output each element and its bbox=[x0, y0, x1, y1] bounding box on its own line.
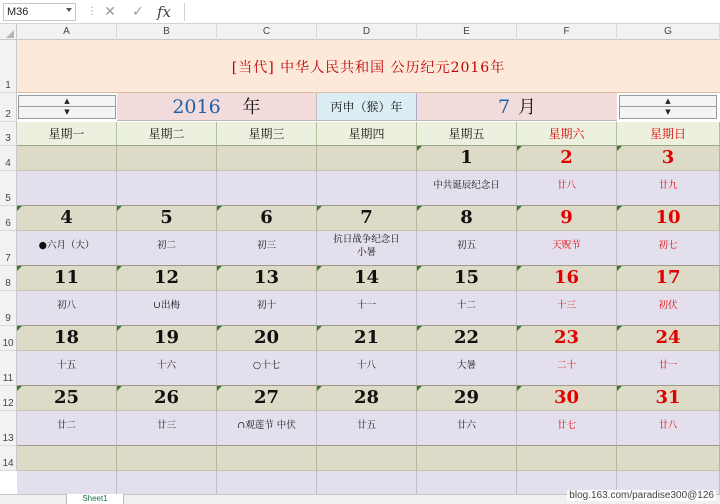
comment-indicator-icon bbox=[517, 326, 522, 331]
date-cell[interactable] bbox=[117, 266, 217, 291]
weekday-header-wednesday: 星期三 bbox=[217, 122, 317, 146]
column-header-b[interactable]: B bbox=[117, 24, 217, 40]
lunar-cell[interactable] bbox=[617, 411, 720, 446]
lunar-cell[interactable] bbox=[317, 351, 417, 386]
date-number: 14 bbox=[353, 267, 380, 288]
date-cell[interactable] bbox=[617, 326, 720, 351]
weekday-header-saturday: 星期六 bbox=[517, 122, 617, 146]
date-cell[interactable] bbox=[417, 446, 517, 471]
row-header-8[interactable] bbox=[0, 266, 17, 291]
lunar-label: 十一 bbox=[356, 300, 376, 311]
row-header-4[interactable] bbox=[0, 146, 17, 171]
comment-indicator-icon bbox=[617, 386, 622, 391]
lunar-cell[interactable] bbox=[517, 291, 617, 326]
comment-indicator-icon bbox=[617, 146, 622, 151]
lunar-label: 廿八 bbox=[658, 420, 678, 431]
row-number: 2 bbox=[5, 109, 11, 120]
lunar-label bbox=[17, 471, 116, 479]
date-cell[interactable] bbox=[517, 386, 617, 411]
comment-indicator-icon bbox=[217, 206, 222, 211]
year-cell[interactable] bbox=[117, 93, 317, 121]
comment-indicator-icon bbox=[617, 266, 622, 271]
date-cell[interactable] bbox=[417, 146, 517, 171]
row-header-11[interactable] bbox=[0, 351, 17, 386]
lunar-cell[interactable] bbox=[517, 411, 617, 446]
row-header-9[interactable] bbox=[0, 291, 17, 326]
row-number: 6 bbox=[5, 218, 11, 229]
lunar-cell[interactable] bbox=[417, 411, 517, 446]
comment-indicator-icon bbox=[517, 386, 522, 391]
date-cell[interactable] bbox=[417, 386, 517, 411]
lunar-label: 十二 bbox=[456, 300, 476, 311]
lunar-cell[interactable] bbox=[17, 171, 117, 206]
date-cell[interactable] bbox=[617, 206, 720, 231]
weekday-header-thursday: 星期四 bbox=[317, 122, 417, 146]
lunar-cell[interactable] bbox=[617, 351, 720, 386]
lunar-cell[interactable] bbox=[417, 231, 517, 266]
row-header-14[interactable] bbox=[0, 446, 17, 471]
row-number: 11 bbox=[2, 373, 14, 384]
date-cell[interactable] bbox=[217, 326, 317, 351]
lunar-label: 廿二 bbox=[56, 420, 76, 431]
comment-indicator-icon bbox=[417, 266, 422, 271]
comment-indicator-icon bbox=[317, 326, 322, 331]
lunar-cell[interactable] bbox=[517, 171, 617, 206]
lunar-label bbox=[117, 171, 216, 179]
comment-indicator-icon bbox=[417, 146, 422, 151]
date-number: 26 bbox=[153, 387, 180, 408]
lunar-label: 天贶节 bbox=[552, 240, 581, 251]
lunar-cell[interactable] bbox=[317, 411, 417, 446]
date-cell[interactable] bbox=[317, 146, 417, 171]
lunar-label: 初七 bbox=[658, 240, 678, 251]
comment-indicator-icon bbox=[517, 266, 522, 271]
comment-indicator-icon bbox=[517, 146, 522, 151]
date-cell[interactable] bbox=[117, 446, 217, 471]
lunar-label: 十八 bbox=[356, 360, 376, 371]
check-icon[interactable]: ✓ bbox=[132, 4, 144, 20]
lunar-label bbox=[117, 471, 216, 479]
month-spinner[interactable] bbox=[619, 95, 717, 119]
date-number: 18 bbox=[53, 327, 80, 348]
date-cell[interactable] bbox=[17, 146, 117, 171]
drag-handle-icon[interactable]: ⋮ bbox=[87, 6, 97, 17]
spin-down-icon[interactable]: ▼ bbox=[64, 108, 70, 116]
date-number: 23 bbox=[553, 327, 580, 348]
date-cell[interactable] bbox=[117, 326, 217, 351]
chevron-down-icon[interactable] bbox=[66, 8, 72, 12]
date-cell[interactable] bbox=[117, 386, 217, 411]
calendar-title: [当代] 中华人民共和国 公历纪元2016年 bbox=[231, 60, 506, 76]
month-cell[interactable] bbox=[417, 93, 617, 121]
comment-indicator-icon bbox=[417, 206, 422, 211]
lunar-cell[interactable] bbox=[617, 171, 720, 206]
comment-indicator-icon bbox=[117, 266, 122, 271]
lunar-cell[interactable] bbox=[217, 351, 317, 386]
date-number: 10 bbox=[655, 207, 681, 228]
lunar-label: 廿三 bbox=[156, 420, 176, 431]
row-header-2[interactable] bbox=[0, 93, 17, 122]
column-header-e[interactable]: E bbox=[417, 24, 517, 40]
comment-indicator-icon bbox=[17, 326, 22, 331]
lunar-cell[interactable] bbox=[517, 231, 617, 266]
comment-indicator-icon bbox=[17, 206, 22, 211]
date-number: 1 bbox=[460, 147, 473, 168]
date-number: 21 bbox=[353, 327, 380, 348]
name-box[interactable] bbox=[3, 3, 76, 21]
lunar-label bbox=[317, 171, 416, 179]
lunar-label: ○十七 bbox=[252, 360, 281, 371]
lunar-label: 初十 bbox=[256, 300, 276, 311]
date-number: 27 bbox=[253, 387, 280, 408]
year-value: 2016 bbox=[172, 96, 221, 118]
row-header-12[interactable] bbox=[0, 386, 17, 411]
date-cell[interactable] bbox=[317, 386, 417, 411]
calendar-sheet bbox=[17, 40, 720, 504]
row-number: 8 bbox=[5, 278, 11, 289]
date-cell[interactable] bbox=[617, 446, 720, 471]
select-all-icon bbox=[6, 30, 14, 38]
date-cell[interactable] bbox=[417, 266, 517, 291]
year-unit: 年 bbox=[242, 97, 261, 118]
lunar-cell[interactable] bbox=[417, 351, 517, 386]
weekday-header-friday: 星期五 bbox=[417, 122, 517, 146]
comment-indicator-icon bbox=[417, 326, 422, 331]
date-cell[interactable] bbox=[417, 206, 517, 231]
lunar-label: 廿一 bbox=[658, 360, 678, 371]
lunar-label: 初八 bbox=[56, 300, 76, 311]
lunar-label bbox=[417, 471, 516, 479]
date-number: 19 bbox=[153, 327, 180, 348]
date-number: 9 bbox=[560, 207, 573, 228]
date-number: 13 bbox=[253, 267, 280, 288]
lunar-label: ●六月（大） bbox=[38, 240, 95, 251]
weekday-header-sunday: 星期日 bbox=[617, 122, 720, 146]
date-cell[interactable] bbox=[217, 206, 317, 231]
column-header-c[interactable]: C bbox=[217, 24, 317, 40]
date-number: 29 bbox=[453, 387, 480, 408]
comment-indicator-icon bbox=[17, 386, 22, 391]
lunar-label bbox=[317, 471, 416, 479]
date-cell[interactable] bbox=[517, 326, 617, 351]
year-spinner[interactable] bbox=[18, 95, 116, 119]
lunar-label bbox=[517, 471, 616, 479]
date-cell[interactable] bbox=[517, 446, 617, 471]
row-number: 12 bbox=[2, 398, 14, 409]
lunar-label bbox=[617, 471, 719, 479]
row-number: 13 bbox=[2, 433, 14, 444]
lunar-label bbox=[217, 471, 316, 479]
lunar-label: 廿五 bbox=[356, 420, 376, 431]
date-number: 28 bbox=[353, 387, 380, 408]
lunar-label: 抗日战争纪念日 小暑 bbox=[333, 234, 400, 258]
date-number: 25 bbox=[53, 387, 80, 408]
month-value: 7 bbox=[497, 96, 511, 118]
row-header-7[interactable] bbox=[0, 231, 17, 266]
weekday-header-monday: 星期一 bbox=[17, 122, 117, 146]
formula-input[interactable] bbox=[184, 3, 720, 21]
lunar-cell[interactable] bbox=[17, 291, 117, 326]
lunar-label: 初伏 bbox=[658, 300, 678, 311]
spin-up-icon[interactable]: ▲ bbox=[19, 96, 115, 107]
date-cell[interactable] bbox=[17, 446, 117, 471]
lunar-cell[interactable] bbox=[217, 171, 317, 206]
lunar-cell[interactable] bbox=[117, 171, 217, 206]
lunar-cell[interactable] bbox=[17, 411, 117, 446]
column-header-a[interactable]: A bbox=[17, 24, 117, 40]
comment-indicator-icon bbox=[617, 326, 622, 331]
lunar-label: 廿六 bbox=[456, 420, 476, 431]
name-box-value: M36 bbox=[7, 6, 29, 18]
column-header-g[interactable]: G bbox=[617, 24, 720, 40]
date-number: 22 bbox=[453, 327, 480, 348]
row-header-1[interactable] bbox=[0, 40, 17, 93]
comment-indicator-icon bbox=[217, 326, 222, 331]
row-header-5[interactable] bbox=[0, 171, 17, 206]
watermark: blog.163.com/paradise300@126 bbox=[569, 490, 714, 501]
lunar-cell[interactable] bbox=[617, 291, 720, 326]
lunar-label: ∪出梅 bbox=[153, 300, 180, 311]
lunar-cell[interactable] bbox=[417, 171, 517, 206]
row-number: 7 bbox=[5, 253, 11, 264]
lunar-label: 十六 bbox=[156, 360, 176, 371]
row-number: 1 bbox=[5, 80, 11, 91]
date-cell[interactable] bbox=[317, 266, 417, 291]
comment-indicator-icon bbox=[217, 266, 222, 271]
comment-indicator-icon bbox=[117, 386, 122, 391]
lunar-label: 二十 bbox=[556, 360, 576, 371]
lunar-cell[interactable] bbox=[117, 231, 217, 266]
date-cell[interactable] bbox=[217, 386, 317, 411]
weekday-header-tuesday: 星期二 bbox=[117, 122, 217, 146]
lunar-label: ∩观莲节 中伏 bbox=[237, 420, 296, 431]
date-cell[interactable] bbox=[617, 386, 720, 411]
lunar-cell[interactable] bbox=[417, 291, 517, 326]
row-number: 5 bbox=[5, 193, 11, 204]
date-cell[interactable] bbox=[217, 146, 317, 171]
comment-indicator-icon bbox=[317, 266, 322, 271]
date-number: 2 bbox=[560, 147, 573, 168]
lunar-cell[interactable] bbox=[317, 171, 417, 206]
lunar-cell[interactable] bbox=[317, 231, 417, 266]
comment-indicator-icon bbox=[517, 206, 522, 211]
date-number: 11 bbox=[53, 267, 80, 288]
date-cell[interactable] bbox=[317, 326, 417, 351]
column-header-d[interactable]: D bbox=[317, 24, 417, 40]
row-header-10[interactable] bbox=[0, 326, 17, 351]
lunar-cell[interactable] bbox=[517, 351, 617, 386]
date-cell[interactable] bbox=[17, 326, 117, 351]
date-cell[interactable] bbox=[117, 146, 217, 171]
comment-indicator-icon bbox=[317, 206, 322, 211]
lunar-label: 廿九 bbox=[658, 180, 678, 191]
comment-indicator-icon bbox=[417, 386, 422, 391]
lunar-cell[interactable] bbox=[617, 231, 720, 266]
column-header-f[interactable]: F bbox=[517, 24, 617, 40]
row-number: 3 bbox=[5, 133, 11, 144]
lunar-label bbox=[17, 171, 116, 179]
date-number: 8 bbox=[460, 207, 473, 228]
date-cell[interactable] bbox=[117, 206, 217, 231]
date-number: 3 bbox=[661, 147, 675, 168]
date-number: 16 bbox=[553, 267, 580, 288]
lunar-cell[interactable] bbox=[317, 291, 417, 326]
lunar-label bbox=[217, 171, 316, 179]
date-cell[interactable] bbox=[617, 146, 720, 171]
lunar-cell[interactable] bbox=[117, 351, 217, 386]
formula-bar bbox=[0, 0, 720, 24]
date-cell[interactable] bbox=[517, 146, 617, 171]
date-cell[interactable] bbox=[317, 206, 417, 231]
lunar-label: 廿八 bbox=[556, 180, 576, 191]
date-number: 20 bbox=[253, 327, 280, 348]
date-number: 30 bbox=[553, 387, 580, 408]
calendar-title-cell[interactable] bbox=[17, 40, 720, 93]
lunar-label: 十五 bbox=[56, 360, 76, 371]
lunar-cell[interactable] bbox=[217, 231, 317, 266]
date-number: 15 bbox=[453, 267, 480, 288]
date-number: 6 bbox=[260, 207, 273, 228]
row-number: 4 bbox=[5, 158, 11, 169]
lunar-cell[interactable] bbox=[217, 411, 317, 446]
insert-function-icon[interactable]: fx bbox=[156, 3, 171, 21]
ganzhi-year-cell[interactable]: 丙申（猴）年 bbox=[317, 93, 417, 121]
date-number: 24 bbox=[655, 327, 681, 348]
row-number: 9 bbox=[5, 313, 11, 324]
date-number: 17 bbox=[655, 267, 681, 288]
date-number: 31 bbox=[655, 387, 681, 408]
lunar-cell[interactable] bbox=[17, 231, 117, 266]
column-header-bar bbox=[0, 24, 720, 40]
row-header-6[interactable] bbox=[0, 206, 17, 231]
date-number: 7 bbox=[360, 207, 373, 228]
row-header-13[interactable] bbox=[0, 411, 17, 446]
cancel-icon[interactable]: ✕ bbox=[104, 4, 116, 20]
comment-indicator-icon bbox=[17, 266, 22, 271]
comment-indicator-icon bbox=[317, 386, 322, 391]
date-cell[interactable] bbox=[417, 326, 517, 351]
date-cell[interactable] bbox=[217, 266, 317, 291]
lunar-cell[interactable] bbox=[117, 411, 217, 446]
lunar-cell[interactable] bbox=[17, 351, 117, 386]
date-number: 4 bbox=[60, 207, 73, 228]
date-number: 12 bbox=[153, 267, 180, 288]
date-number: 5 bbox=[160, 207, 173, 228]
lunar-label: 廿七 bbox=[556, 420, 576, 431]
month-unit: 月 bbox=[518, 97, 537, 118]
sheet-tab[interactable]: Sheet1 bbox=[66, 494, 124, 504]
lunar-label: 初二 bbox=[156, 240, 176, 251]
date-cell[interactable] bbox=[217, 446, 317, 471]
lunar-label: 大暑 bbox=[456, 360, 476, 371]
lunar-cell[interactable] bbox=[217, 291, 317, 326]
spin-up-icon[interactable]: ▲ bbox=[620, 96, 716, 107]
comment-indicator-icon bbox=[117, 326, 122, 331]
date-cell[interactable] bbox=[317, 446, 417, 471]
lunar-cell[interactable] bbox=[117, 291, 217, 326]
spin-down-icon[interactable]: ▼ bbox=[665, 108, 671, 116]
date-cell[interactable] bbox=[517, 206, 617, 231]
lunar-label: 初三 bbox=[256, 240, 276, 251]
lunar-label: 十三 bbox=[556, 300, 576, 311]
row-number: 14 bbox=[2, 458, 14, 469]
date-cell[interactable] bbox=[617, 266, 720, 291]
lunar-label: 中共诞辰纪念日 bbox=[433, 180, 500, 191]
comment-indicator-icon bbox=[117, 206, 122, 211]
date-cell[interactable] bbox=[17, 206, 117, 231]
lunar-label: 初五 bbox=[456, 240, 476, 251]
comment-indicator-icon bbox=[217, 386, 222, 391]
row-number: 10 bbox=[2, 338, 14, 349]
date-cell[interactable] bbox=[17, 266, 117, 291]
comment-indicator-icon bbox=[617, 206, 622, 211]
row-header-3[interactable] bbox=[0, 122, 17, 146]
date-cell[interactable] bbox=[17, 386, 117, 411]
date-cell[interactable] bbox=[517, 266, 617, 291]
select-all-button[interactable] bbox=[0, 24, 17, 40]
